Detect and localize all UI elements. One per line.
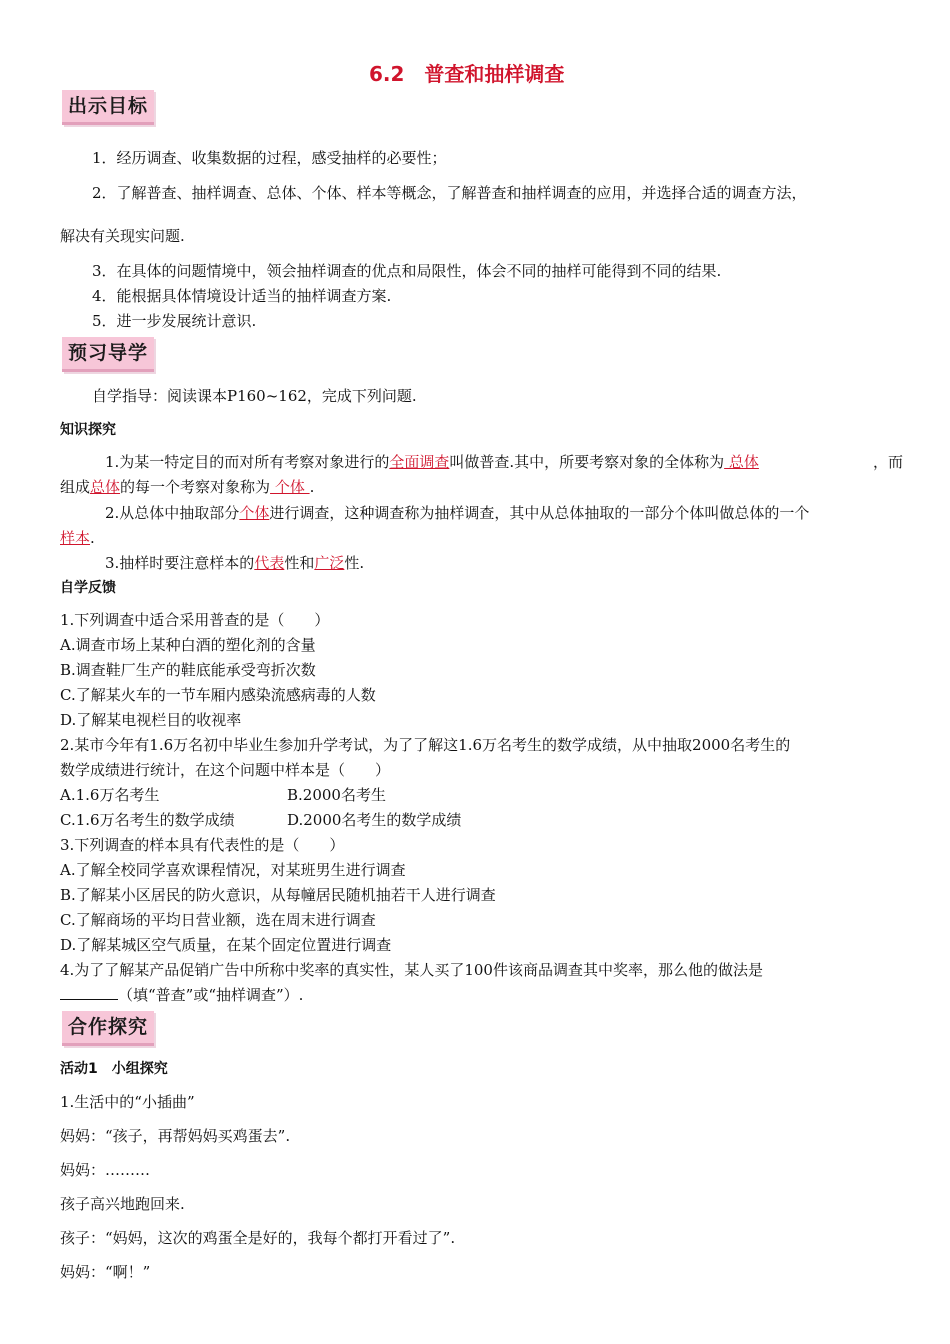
feedback-line: B.了解某小区居民的防火意识，从每幢居民随机抽若干人进行调查 <box>60 886 496 904</box>
knowledge-q3 <box>105 553 364 573</box>
activity-heading: 活动1 小组探究 <box>60 1061 168 1077</box>
section-badge-goals: 出示目标 <box>62 90 154 125</box>
q1-text-f: . <box>309 478 315 496</box>
feedback-line: C.了解某火车的一节车厢内感染流感病毒的人数 <box>60 686 376 704</box>
feedback-line: C.了解商场的平均日营业额，选在周末进行调查 <box>60 911 376 929</box>
q1-answer-2: 总体 <box>724 453 759 471</box>
knowledge-heading: 知识探究 <box>60 422 116 438</box>
feedback-option: C.1.6万名考生的数学成绩 <box>60 811 235 829</box>
q1-answer-3: 总体 <box>90 478 121 496</box>
feedback-line: B.调查鞋厂生产的鞋底能承受弯折次数 <box>60 661 316 679</box>
dialogue-line: 妈妈：“孩子，再帮妈妈买鸡蛋去”. <box>60 1127 291 1145</box>
feedback-line: D.了解某电视栏目的收视率 <box>60 711 242 729</box>
goal-item-4: 4．能根据具体情境设计适当的抽样调查方案. <box>92 287 392 305</box>
q2-answer-1: 个体 <box>239 504 270 522</box>
q2-text-c: . <box>90 529 95 547</box>
dialogue-line: 妈妈：“啊！” <box>60 1263 151 1281</box>
goal-item-3: 3．在具体的问题情境中，领会抽样调查的优点和局限性，体会不同的抽样可能得到不同的结果. <box>92 262 722 280</box>
goal-item-2: 2．了解普查、抽样调查、总体、个体、样本等概念，了解普查和抽样调查的应用，并选择合适的调查方法， <box>92 184 807 202</box>
dialogue-line: 妈妈：……… <box>60 1161 151 1179</box>
q1-text-d: 组成 <box>60 478 91 496</box>
feedback-line: 1.下列调查中适合采用普查的是（ ） <box>60 611 330 629</box>
q1-text-b: 叫做普查.其中，所要考察对象的全体称为 <box>449 453 725 471</box>
q1-text-e: 的每一个考察对象称为 <box>120 478 271 496</box>
goal-item-2-cont: 解决有关现实问题. <box>60 227 185 245</box>
feedback-line: A.调查市场上某种白酒的塑化剂的含量 <box>60 636 316 654</box>
feedback-line: D.了解某城区空气质量，在某个固定位置进行调查 <box>60 936 392 954</box>
knowledge-q2-line1 <box>105 503 809 523</box>
q2-text-b: 进行调查，这种调查称为抽样调查，其中从总体抽取的一部分个体叫做总体的一个 <box>269 504 810 522</box>
page-title: 6.2 普查和抽样调查 <box>369 62 565 86</box>
section-badge-preview: 预习导学 <box>62 337 154 372</box>
answer-blank <box>60 985 118 1000</box>
q2-text-a: 2.从总体中抽取部分 <box>105 504 240 522</box>
goal-item-1: 1．经历调查、收集数据的过程，感受抽样的必要性； <box>92 149 447 167</box>
feedback-line: 3.下列调查的样本具有代表性的是（ ） <box>60 836 345 854</box>
feedback-line: 数学成绩进行统计，在这个问题中样本是（ ） <box>60 761 391 779</box>
q1-answer-4: 个体 <box>270 478 310 496</box>
feedback-line: 4.为了了解某产品促销广告中所称中奖率的真实性，某人买了100件该商品调查其中奖率，那么他的做法是 <box>60 961 763 979</box>
q3-answer-2: 广泛 <box>314 554 345 572</box>
q3-text-a: 3.抽样时要注意样本的 <box>105 554 255 572</box>
q1-answer-1: 全面调查 <box>389 453 450 471</box>
dialogue-line: 孩子：“妈妈，这次的鸡蛋全是好的，我每个都打开看过了”. <box>60 1229 456 1247</box>
feedback-option: D.2000名考生的数学成绩 <box>287 811 462 829</box>
dialogue-line: 1.生活中的“小插曲” <box>60 1093 195 1111</box>
self-study-guide: 自学指导：阅读课本P160~162，完成下列问题. <box>92 387 417 405</box>
dialogue-line: 孩子高兴地跑回来. <box>60 1195 185 1213</box>
section-badge-cooperate: 合作探究 <box>62 1011 154 1046</box>
q3-text-c: 性. <box>344 554 365 572</box>
knowledge-q2-line2 <box>60 528 95 548</box>
q1-text-a: 1.为某一特定目的而对所有考察对象进行的 <box>105 453 390 471</box>
q3-text-b: 性和 <box>284 554 315 572</box>
knowledge-q1-line2 <box>60 477 314 497</box>
q1-text-c: ，而 <box>873 453 904 471</box>
goal-item-5: 5．进一步发展统计意识. <box>92 312 257 330</box>
feedback-option: B.2000名考生 <box>287 786 386 804</box>
feedback-line: A.了解全校同学喜欢课程情况，对某班男生进行调查 <box>60 861 406 879</box>
feedback-line: （填“普查”或“抽样调查”）. <box>118 986 304 1004</box>
feedback-line-with-blank <box>60 985 303 1005</box>
feedback-heading: 自学反馈 <box>60 580 116 596</box>
q2-answer-2: 样本 <box>60 529 91 547</box>
q3-answer-1: 代表 <box>254 554 285 572</box>
feedback-option: A.1.6万名考生 <box>60 786 160 804</box>
knowledge-q1-line1 <box>105 452 759 472</box>
feedback-line: 2.某市今年有1.6万名初中毕业生参加升学考试，为了了解这1.6万名考生的数学成绩，从中抽取2000名考生的 <box>60 736 791 754</box>
